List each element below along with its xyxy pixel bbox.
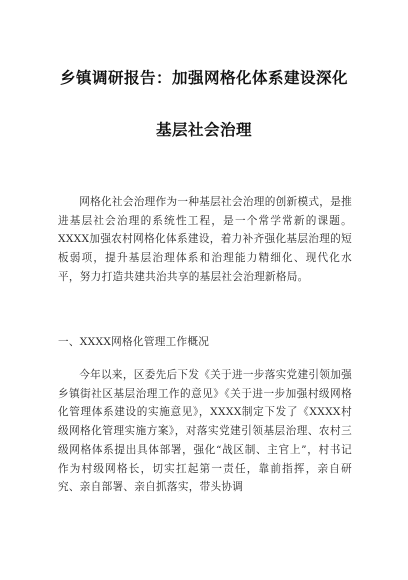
section-heading-1: 一、XXXX网格化管理工作概况 <box>58 336 210 348</box>
intro-paragraph: 网格化社会治理作为一种基层社会治理的创新模式，是推进基层社会治理的系统性工程，是一个常学常新的课题。XXXX加强农村网格化体系建设，着力补齐强化基层治理的短板弱项，提升基层治理体系和治理能力精细化、现代化水平，努力打造共建共治共享的基层社会治理新格局。 <box>58 196 352 283</box>
section-1-paragraph: 今年以来，区委先后下发《关于进一步落实党建引领加强乡镇街社区基层治理工作的意见》《关于进一步加强村级网格化管理体系建设的实施意见》，XXXX制定下发了《XXXX村级网格化管理实施方案》，对落实党建引领基层治理、农村三级网格体系提出具体部署，强化“战区制、主官上”，村书记作为村级网格长，切实扛起第一责任，靠前指挥，亲自研究、亲自部署、亲自抓落实，带头协调 <box>58 369 352 494</box>
document-title-line-2: 基层社会治理 <box>155 121 252 139</box>
document-title-line-1: 乡镇调研报告：加强网格化体系建设深化 <box>59 69 348 87</box>
